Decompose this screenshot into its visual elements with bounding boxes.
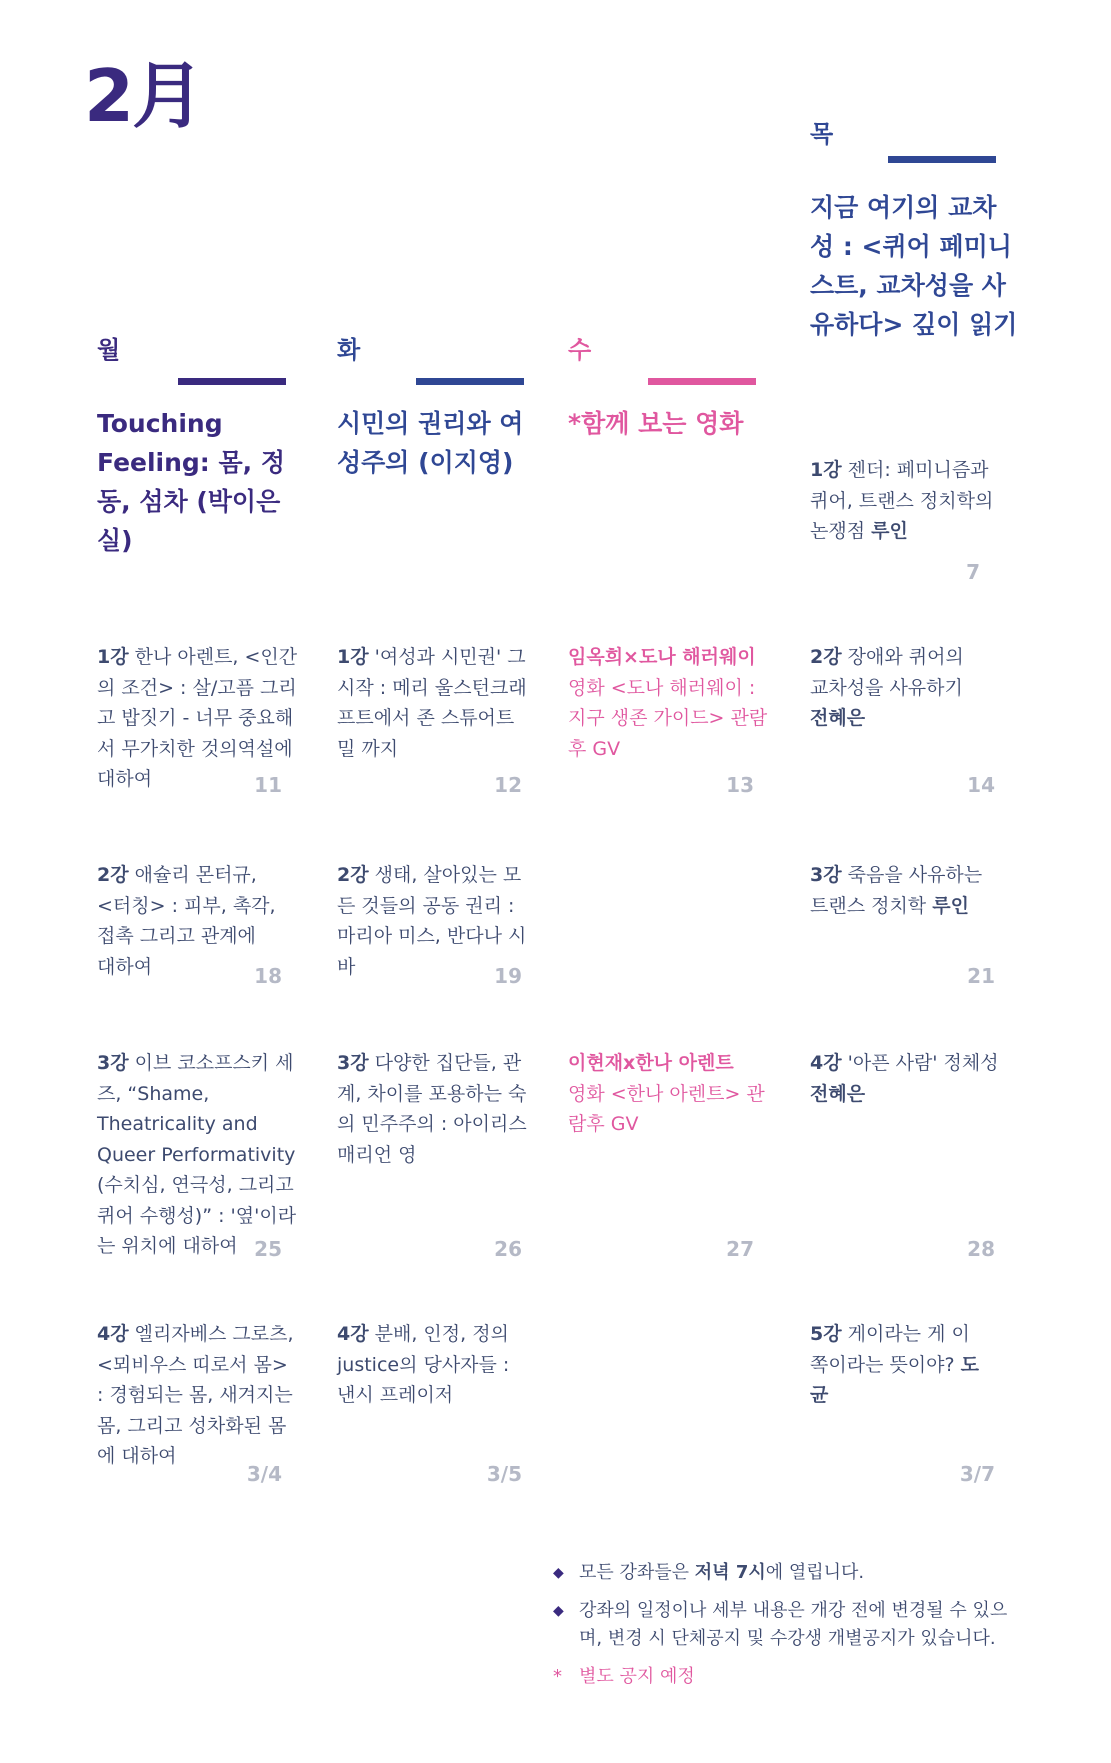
date-3-5: 3/5 — [486, 1462, 522, 1486]
lecturer-name: 도균 — [810, 1353, 980, 1406]
date-25: 25 — [254, 1237, 282, 1261]
theme-wed: *함께 보는 영화 — [568, 409, 744, 438]
theme-mon: Touching Feeling: 몸, 정동, 섬차 (박이은실) — [97, 409, 286, 555]
film-text: 영화 <한나 아렌트> 관람후 GV — [568, 1082, 765, 1135]
lecture-cell-thu-14 — [810, 642, 985, 734]
lecture-cell-mon-25 — [97, 1048, 307, 1262]
theme-tue: 시민의 권리와 여성주의 (이지영) — [337, 409, 524, 477]
note-1-bold: 저녁 7시 — [694, 1562, 766, 1583]
date-19: 19 — [494, 964, 522, 988]
lecture-cell-mon-11 — [97, 642, 307, 795]
day-label-wed: 수 — [568, 336, 592, 364]
date-11: 11 — [254, 773, 282, 797]
film-title: 임옥희×도나 해러웨이 — [568, 646, 756, 668]
date-28: 28 — [967, 1237, 995, 1261]
film-text: 영화 <도나 해러웨이 : 지구 생존 가이드> 관람후 GV — [568, 676, 768, 760]
date-27: 27 — [726, 1237, 754, 1261]
theme-thu: 지금 여기의 교차성 : <퀴어 페미니스트, 교차성을 사유하다> 깊이 읽기 — [810, 193, 1018, 339]
lecturer-name: 루인 — [871, 520, 908, 542]
date-13: 13 — [726, 773, 754, 797]
note-1-post: 에 열립니다. — [765, 1562, 865, 1583]
lecture-number: 5강 — [810, 1323, 842, 1345]
lecture-text: '아픈 사람' 정체성 — [841, 1052, 999, 1074]
lecture-number: 3강 — [97, 1052, 129, 1074]
date-18: 18 — [254, 964, 282, 988]
lecture-text: 이브 코소프스키 세즈, “Shame, Theatricality and Queer Performativity (수치심, 연극성, 그리고 퀴어 수행성)” : '옆'이라는 위치에 대하여 — [97, 1052, 297, 1257]
film-title: 이현재x한나 아렌트 — [568, 1052, 734, 1074]
note-1 — [553, 1559, 1023, 1587]
day-label-mon: 월 — [97, 336, 121, 364]
lecture-cell-thu-3-7 — [810, 1319, 980, 1411]
lecture-number: 4강 — [97, 1323, 129, 1345]
lecture-number: 3강 — [810, 864, 842, 886]
lecture-cell-mon-3-4 — [97, 1319, 297, 1472]
bar-wed — [648, 378, 756, 385]
lecture-cell-tue-3-5 — [337, 1319, 517, 1411]
lecture-number: 2강 — [337, 864, 369, 886]
date-21: 21 — [967, 964, 995, 988]
bar-tue — [416, 378, 524, 385]
note-3 — [553, 1663, 1023, 1691]
lecture-text: 한나 아렌트, <인간의 조건> : 살/고픔 그리고 밥짓기 - 너무 중요해서 무가치한 것의역설에대하여 — [97, 646, 298, 790]
lecture-number: 2강 — [810, 646, 842, 668]
date-7: 7 — [966, 560, 980, 584]
diamond-bullet-icon: ◆ — [553, 1565, 564, 1581]
day-label-thu: 목 — [810, 120, 834, 148]
lecture-cell-thu-21 — [810, 860, 990, 921]
lecture-text: 분배, 인정, 정의 justice의 당사자들 : 낸시 프레이저 — [337, 1323, 510, 1406]
bar-thu — [888, 156, 996, 163]
date-12: 12 — [494, 773, 522, 797]
note-2-text: 강좌의 일정이나 세부 내용은 개강 전에 변경될 수 있으며, 변경 시 단체공지 및 수강생 개별공지가 있습니다. — [579, 1600, 1008, 1649]
notes-section — [553, 1559, 1023, 1701]
lecture-number: 1강 — [810, 459, 842, 481]
lecture-text: 애슐리 몬터규, <터칭> : 피부, 촉각, 접촉 그리고 관계에 대하여 — [97, 864, 276, 978]
asterisk-icon: * — [553, 1666, 562, 1687]
lecture-text: 다양한 집단들, 관계, 차이를 포용하는 숙의 민주주의 : 아이리스 매리언 영 — [337, 1052, 527, 1166]
lecture-text: 젠더: 페미니즘과 퀴어, 트랜스 정치학의 논쟁점 — [810, 459, 994, 542]
date-26: 26 — [494, 1237, 522, 1261]
lecture-number: 4강 — [337, 1323, 369, 1345]
month-title: 2月 — [84, 54, 203, 138]
lecturer-name: 루인 — [932, 894, 969, 917]
lecture-cell-thu-7 — [810, 455, 1010, 547]
lecture-text: 생태, 살아있는 모든 것들의 공동 권리 : 마리아 미스, 반다나 시바 — [337, 864, 527, 978]
lecture-text: 게이라는 게 이쪽이라는 뜻이야? — [810, 1323, 970, 1376]
lecture-text: 엘리자베스 그로츠, <뫼비우스 띠로서 몸> : 경험되는 몸, 새겨지는 몸, 그리고 성차화된 몸에 대하여 — [97, 1323, 294, 1467]
lecture-number: 1강 — [97, 646, 129, 668]
note-2 — [553, 1597, 1023, 1653]
bar-mon — [178, 378, 286, 385]
date-3-7: 3/7 — [959, 1462, 995, 1486]
lecture-text: 장애와 퀴어의 교차성을 사유하기 — [810, 646, 964, 699]
lecturer-name: 전혜은 — [810, 707, 866, 729]
date-14: 14 — [967, 773, 995, 797]
lecture-number: 2강 — [97, 864, 129, 886]
lecture-text: '여성과 시민권' 그 시작 : 메리 울스턴크래프트에서 존 스튜어트 밀 까지 — [337, 646, 527, 760]
date-3-4: 3/4 — [246, 1462, 282, 1486]
lecture-text: 죽음을 사유하는 트랜스 정치학 — [810, 864, 983, 917]
lecture-number: 1강 — [337, 646, 369, 668]
note-3-text: 별도 공지 예정 — [579, 1666, 695, 1687]
day-label-tue: 화 — [337, 336, 361, 364]
lecturer-name: 전혜은 — [810, 1082, 866, 1105]
diamond-bullet-icon: ◆ — [553, 1603, 564, 1619]
lecture-number: 4강 — [810, 1052, 842, 1074]
lecture-cell-tue-26 — [337, 1048, 537, 1170]
film-cell-wed-27 — [568, 1048, 768, 1140]
film-cell-wed-13 — [568, 642, 768, 764]
lecture-number: 3강 — [337, 1052, 369, 1074]
lecture-cell-thu-28 — [810, 1048, 1010, 1109]
lecture-cell-tue-12 — [337, 642, 537, 764]
note-1-pre: 모든 강좌들은 — [579, 1562, 695, 1583]
